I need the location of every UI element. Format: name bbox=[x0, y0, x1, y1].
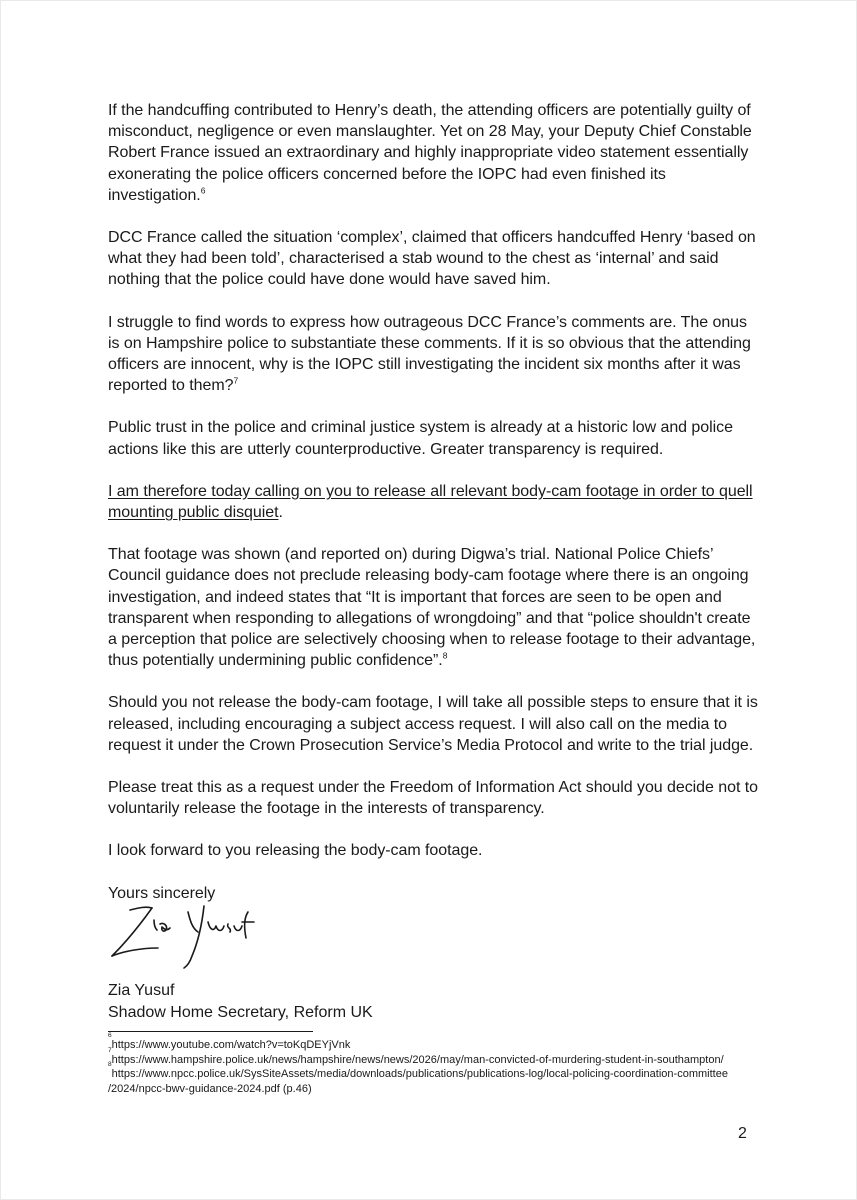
paragraph-public-trust: Public trust in the police and criminal justice system is already at a historic low and police actions like this are utterly counterproductive. Greater transparency is required. bbox=[108, 419, 733, 458]
footnotes bbox=[108, 1032, 758, 1097]
footnote-8-continued: /2024/npcc-bwv-guidance-2024.pdf (p.46) bbox=[108, 1083, 312, 1096]
signer-block bbox=[108, 980, 373, 1023]
signer-name: Zia Yusuf bbox=[108, 982, 175, 999]
paragraph-next-steps: Should you not release the body-cam footage, I will take all possible steps to ensure that it is released, including encouraging a subject access request. I will also call on the media to request it under the Crown Prosecution Service’s Media Protocol and write to the trial judge. bbox=[108, 694, 758, 754]
paragraph-npcc-guidance: That footage was shown (and reported on) during Digwa’s trial. National Police Chiefs’ Council guidance does not preclude releasing body-cam footage where there is an ongoing investigation, and indeed states that “It is important that forces are seen to be open and transparent when responding to allegations of wrongdoing” and that “police shouldn't create a perception that police are selectively choosing when to release footage to their advantage, thus potentially undermining public confidence”.$^8$ bbox=[108, 546, 756, 670]
paragraph-foi-request: Please treat this as a request under the Freedom of Information Act should you decide not to voluntarily release the footage in the interests of transparency. bbox=[108, 779, 759, 818]
footnote-7: $^7$https://www.hampshire.police.uk/news/hampshire/news/news/2026/may/man-convicted-of-murdering-student-in-southampton/ bbox=[108, 1046, 724, 1066]
closing-line: Yours sincerely bbox=[108, 884, 216, 902]
footnote-ref-8: 8 bbox=[442, 650, 448, 661]
footnote-6-url: https://www.youtube.com/watch?v=toKqDEYjVnk bbox=[111, 1039, 351, 1051]
signer-title: Shadow Home Secretary, Reform UK bbox=[108, 1003, 373, 1021]
page-number: 2 bbox=[738, 1125, 747, 1142]
paragraph-handcuffing: If the handcuffing contributed to Henry’s death, the attending officers are potentially guilty of misconduct, negligence or even manslaughter. Yet on 28 May, your Deputy Chief Constable Robert France issued an extraordinary and highly inappropriate video statement essentially exonerating the police officers concerned before the IOPC had even finished its investigation.$^6$ bbox=[108, 102, 752, 204]
paragraph-look-forward: I look forward to you releasing the body-cam footage. bbox=[108, 842, 483, 860]
footnote-ref-6: 6 bbox=[200, 185, 206, 196]
underlined-demand: I am therefore today calling on you to release all relevant body-cam footage in order to quell mounting public disquiet bbox=[108, 482, 753, 522]
footnote-7-url: https://www.hampshire.police.uk/news/hampshire/news/news/2026/may/man-convicted-of-murdering-student-in-southampton/ bbox=[111, 1053, 724, 1066]
letter-body bbox=[108, 100, 758, 925]
footnote-divider bbox=[108, 1031, 313, 1032]
footnote-ref-7: 7 bbox=[233, 375, 239, 386]
footnote-8: $^8$https://www.npcc.police.uk/SysSiteAssets/media/downloads/publications/publications-log/local-policing-coordination-committee bbox=[108, 1061, 728, 1081]
paragraph-call-to-release: I am therefore today calling on you to release all relevant body-cam footage in order to quell mounting public disquiet. bbox=[108, 482, 753, 522]
handwritten-signature bbox=[108, 898, 278, 980]
footnote-6: $^6$https://www.youtube.com/watch?v=toKqDEYjVnk bbox=[108, 1032, 351, 1051]
paragraph-outrageous: I struggle to find words to express how outrageous DCC France’s comments are. The onus is on Hampshire police to substantiate these comments. If it is so obvious that the attending officers are innocent, why is the IOPC still investigating the incident six months after it was reported to them?$^7$ bbox=[108, 313, 751, 395]
footnote-8-url: https://www.npcc.police.uk/SysSiteAssets/media/downloads/publications/publications-log/local-policing-coordination-committee bbox=[111, 1068, 728, 1081]
paragraph-dcc-france: DCC France called the situation ‘complex’, claimed that officers handcuffed Henry ‘based on what they had been told’, characterised a stab wound to the chest as ‘internal’ and said nothing that the police could have done would have saved him. bbox=[108, 229, 756, 289]
